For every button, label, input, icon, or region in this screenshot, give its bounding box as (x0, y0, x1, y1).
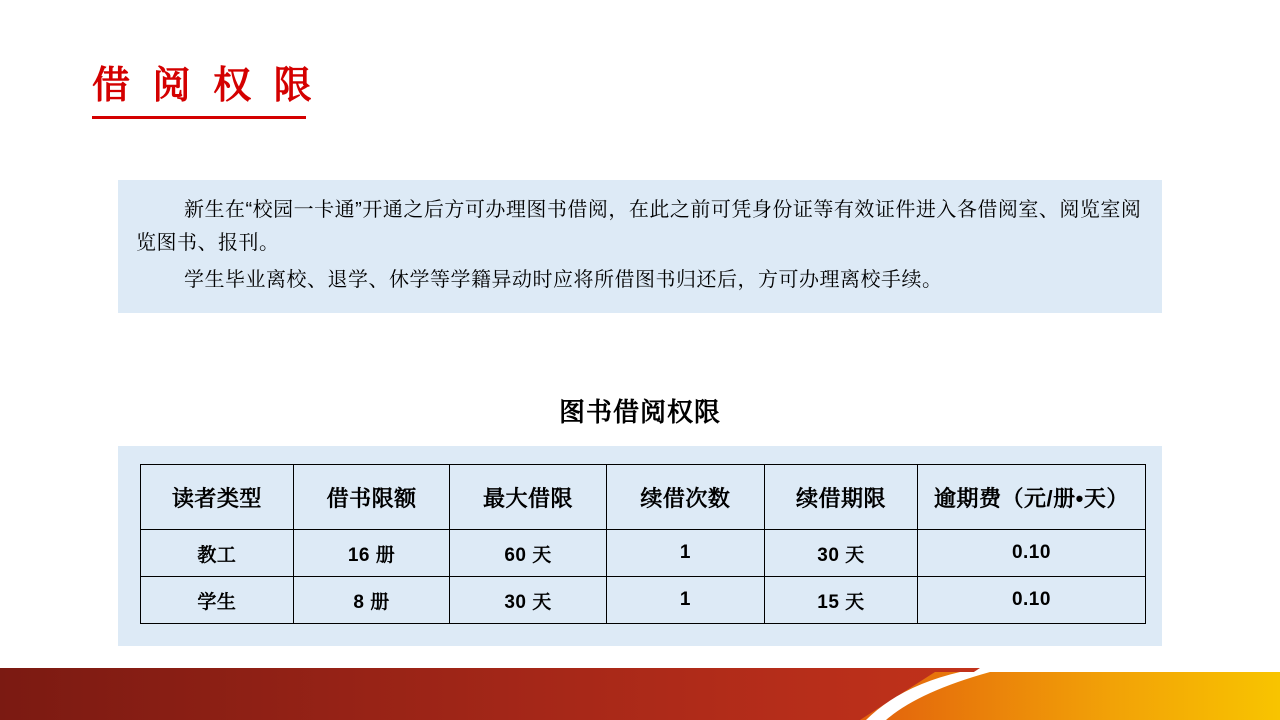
table-cell: 30 天 (765, 530, 918, 577)
page-title: 借 阅 权 限 (92, 65, 318, 107)
borrow-permission-table-panel (118, 446, 1162, 646)
borrow-permission-table (140, 464, 1146, 624)
table-cell: 教工 (141, 530, 294, 577)
intro-panel (118, 180, 1162, 313)
table-row (141, 530, 1146, 577)
table-header-row (141, 465, 1146, 530)
table-header-cell: 逾期费（元/册•天） (917, 465, 1145, 530)
table-header-cell: 读者类型 (141, 465, 294, 530)
title-underline (92, 116, 306, 119)
footer-decoration (0, 658, 1280, 720)
table-header-cell: 最大借限 (450, 465, 606, 530)
intro-paragraph-2: 学生毕业离校、退学、休学等学籍异动时应将所借图书归还后，方可办理离校手续。 (184, 269, 943, 291)
table-cell: 0.10 (917, 530, 1145, 577)
table-cell: 30 天 (450, 577, 606, 624)
table-heading: 图书借阅权限 (558, 397, 721, 427)
table-cell: 学生 (141, 577, 294, 624)
table-header-cell: 续借次数 (606, 465, 764, 530)
table-cell: 16 册 (293, 530, 449, 577)
table-header-cell: 借书限额 (293, 465, 449, 530)
table-cell: 8 册 (293, 577, 449, 624)
table-row (141, 577, 1146, 624)
table-cell: 15 天 (765, 577, 918, 624)
table-cell: 1 (606, 577, 764, 624)
table-cell: 1 (606, 530, 764, 577)
intro-paragraph-1: 新生在“校园一卡通”开通之后方可办理图书借阅，在此之前可凭身份证等有效证件进入各借阅室、阅览室阅览图书、报刊。 (136, 199, 1142, 254)
table-cell: 0.10 (917, 577, 1145, 624)
table-cell: 60 天 (450, 530, 606, 577)
table-header-cell: 续借期限 (765, 465, 918, 530)
